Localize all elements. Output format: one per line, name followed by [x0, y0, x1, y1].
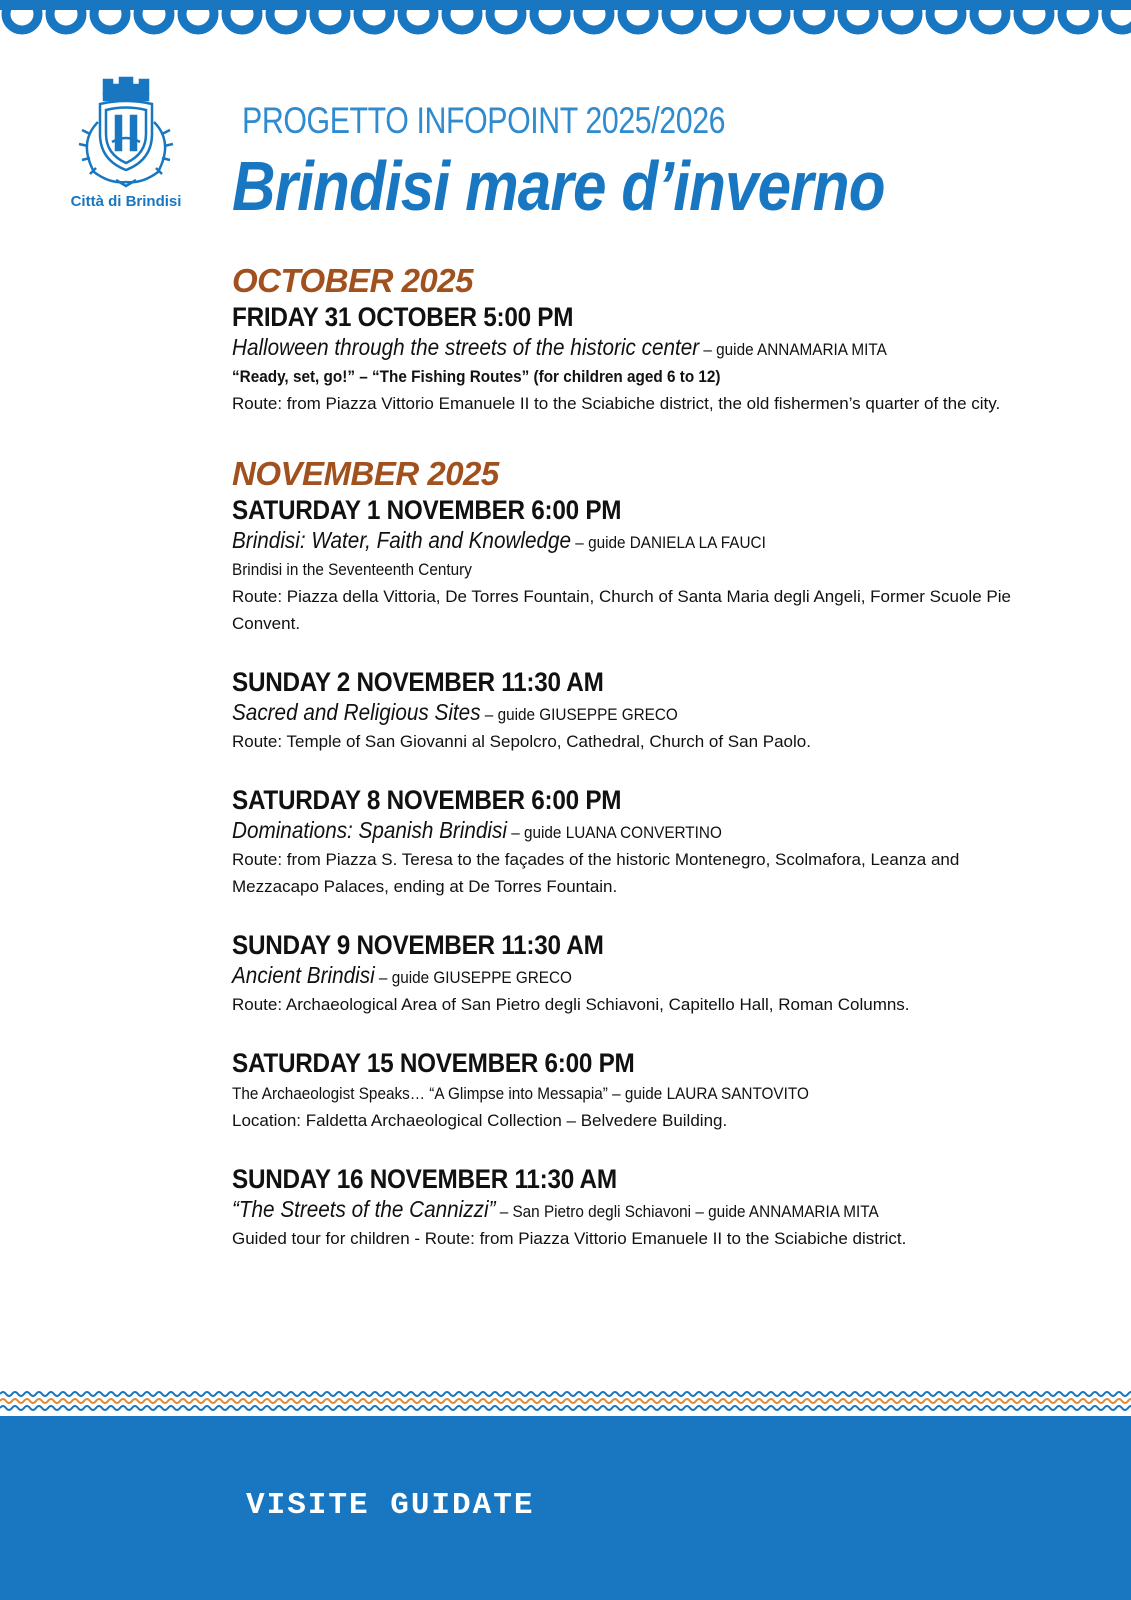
- event-date: FRIDAY 31 OCTOBER 5:00 PM: [232, 302, 574, 332]
- event-item: [232, 1046, 1082, 1134]
- event-date: SATURDAY 15 NOVEMBER 6:00 PM: [232, 1048, 635, 1078]
- event-title: Brindisi: Water, Faith and Knowledge: [232, 527, 572, 553]
- event-route: Route: from Piazza S. Teresa to the façades of the historic Montenegro, Scolmafora, Leanza and Mezzacapo Palaces, ending at De Torres Fountain.: [232, 850, 960, 896]
- event-subtitle: Brindisi in the Seventeenth Century: [232, 560, 472, 579]
- logo-caption: Città di Brindisi: [70, 193, 182, 210]
- footer-band: [0, 1416, 1131, 1600]
- event-title-line: [232, 1196, 997, 1225]
- event-title: Sacred and Religious Sites: [232, 699, 481, 725]
- event-date: SUNDAY 2 NOVEMBER 11:30 AM: [232, 667, 604, 697]
- event-item: [232, 783, 1082, 900]
- event-title-line: [232, 962, 997, 991]
- event-title-line: [232, 817, 997, 846]
- event-subtitle: “Ready, set, go!” – “The Fishing Routes” (for children aged 6 to 12): [232, 367, 721, 386]
- event-guide: – guide DANIELA LA FAUCI: [571, 533, 766, 552]
- project-eyebrow: PROGETTO INFOPOINT 2025/2026: [242, 100, 726, 141]
- event-guide: – guide LUANA CONVERTINO: [506, 823, 722, 842]
- event-item: [232, 300, 1082, 417]
- event-title-line: [232, 527, 997, 556]
- page-title: Brindisi mare d’inverno: [232, 147, 885, 225]
- event-date: SUNDAY 16 NOVEMBER 11:30 AM: [232, 1164, 617, 1194]
- month-heading: OCTOBER 2025: [232, 262, 473, 299]
- event-route: Route: from Piazza Vittorio Emanuele II to the Sciabiche district, the old fishermen’s quarter of the city.: [232, 394, 1001, 413]
- decorative-wave-strip: [0, 1388, 1131, 1416]
- event-title: Halloween through the streets of the historic center: [232, 334, 700, 360]
- event-item: [232, 928, 1082, 1018]
- event-title: Ancient Brindisi: [232, 962, 375, 988]
- event-date: SUNDAY 9 NOVEMBER 11:30 AM: [232, 930, 604, 960]
- footer-label: VISITE GUIDATE: [246, 1488, 535, 1523]
- city-logo: [58, 72, 194, 217]
- event-route: Guided tour for children - Route: from Piazza Vittorio Emanuele II to the Sciabiche district.: [232, 1229, 907, 1248]
- event-title: “The Streets of the Cannizzi”: [232, 1196, 496, 1222]
- event-item: [232, 665, 1082, 755]
- event-guide: – guide GIUSEPPE GRECO: [374, 968, 572, 987]
- event-description: The Archaeologist Speaks… “A Glimpse into Messapia” – guide LAURA SANTOVITO: [232, 1084, 809, 1103]
- event-item: [232, 493, 1082, 637]
- event-date: SATURDAY 1 NOVEMBER 6:00 PM: [232, 495, 622, 525]
- event-title: Dominations: Spanish Brindisi: [232, 817, 507, 843]
- program-list: [232, 262, 1082, 1252]
- event-title-line: [232, 334, 997, 363]
- event-route: Route: Temple of San Giovanni al Sepolcro, Cathedral, Church of San Paolo.: [232, 732, 811, 751]
- event-guide: – guide ANNAMARIA MITA: [699, 340, 887, 359]
- event-route: Route: Piazza della Vittoria, De Torres Fountain, Church of Santa Maria degli Angeli, Former Scuole Pie Convent.: [232, 587, 1011, 633]
- event-route: Location: Faldetta Archaeological Collection – Belvedere Building.: [232, 1111, 728, 1130]
- event-date: SATURDAY 8 NOVEMBER 6:00 PM: [232, 785, 622, 815]
- coat-of-arms-icon: [70, 72, 182, 192]
- event-guide: – guide GIUSEPPE GRECO: [480, 705, 678, 724]
- top-scalloped-border: [0, 0, 1131, 40]
- event-item: [232, 1162, 1082, 1252]
- event-guide: – San Pietro degli Schiavoni – guide ANNAMARIA MITA: [495, 1202, 879, 1221]
- event-title-line: [232, 699, 997, 728]
- month-heading: NOVEMBER 2025: [232, 455, 499, 492]
- event-route: Route: Archaeological Area of San Pietro degli Schiavoni, Capitello Hall, Roman Columns.: [232, 995, 910, 1014]
